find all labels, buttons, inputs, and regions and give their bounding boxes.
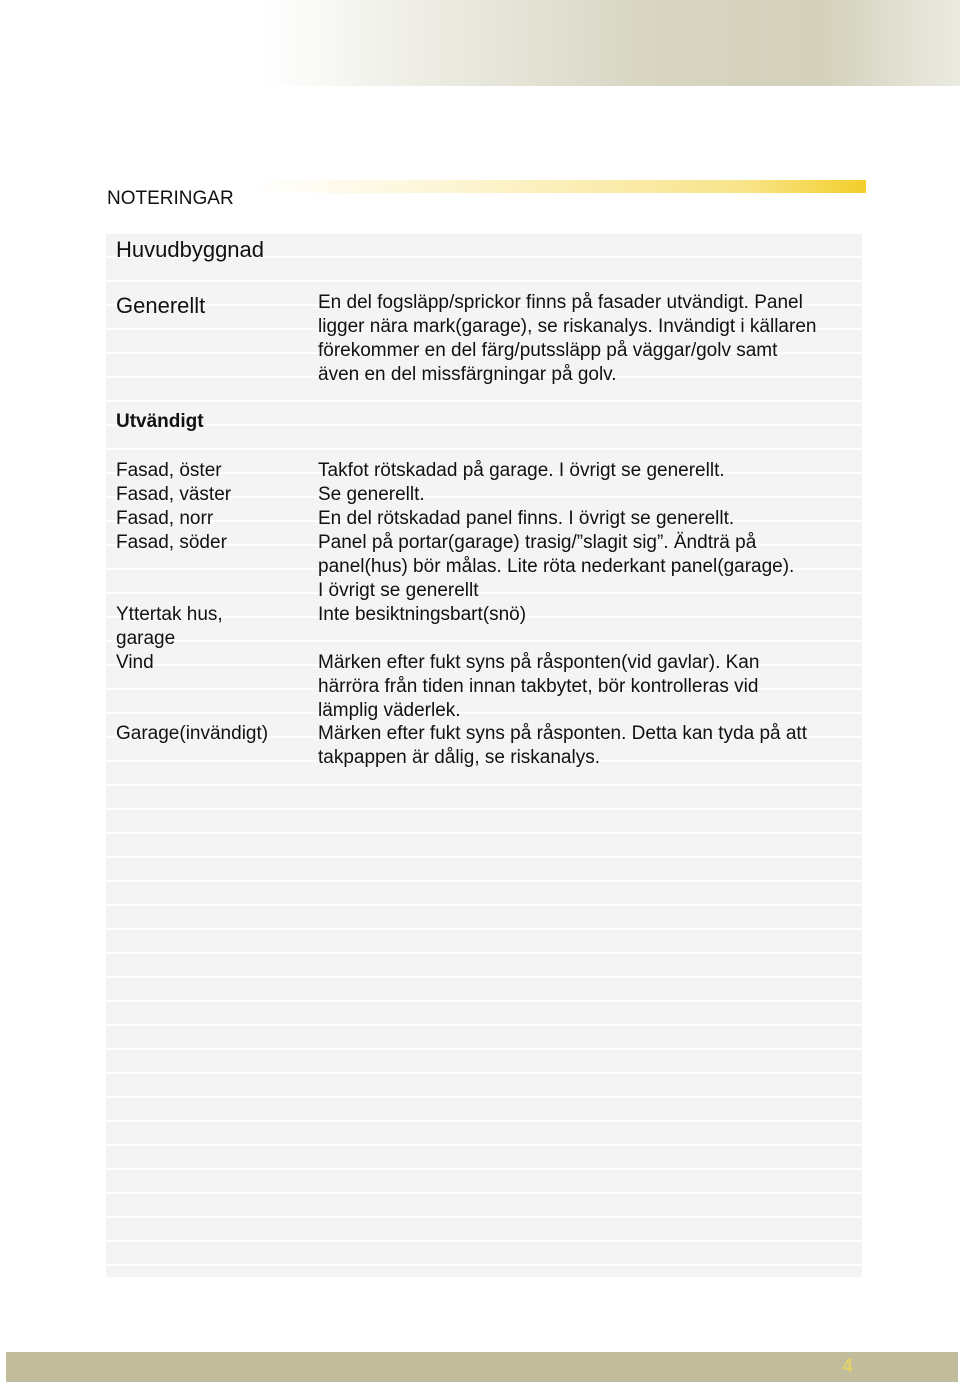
text-fasad-vaster: Se generellt. <box>318 484 425 505</box>
general-label: Generellt <box>116 293 206 318</box>
text-vind-1: Märken efter fukt syns på råsponten(vid gavlar). Kan <box>318 652 760 673</box>
text-yttertak: Inte besiktningsbart(snö) <box>318 604 527 625</box>
general-line-1: En del fogsläpp/sprickor finns på fasader utvändigt. Panel <box>318 292 803 313</box>
label-fasad-norr: Fasad, norr <box>116 508 214 529</box>
text-fasad-soder-2: panel(hus) bör målas. Lite röta nederkant panel(garage). <box>318 556 795 577</box>
general-line-2: ligger nära mark(garage), se riskanalys. Invändigt i källaren <box>318 316 817 337</box>
notes-title: NOTERINGAR <box>107 188 234 209</box>
label-yttertak-1: Yttertak hus, <box>116 604 223 625</box>
text-fasad-soder-3: I övrigt se generellt <box>318 580 479 601</box>
label-fasad-soder: Fasad, söder <box>116 532 227 553</box>
exterior-heading: Utvändigt <box>116 411 204 432</box>
text-fasad-oster: Takfot rötskadad på garage. I övrigt se generellt. <box>318 460 725 481</box>
text-vind-2: härröra från tiden innan takbytet, bör kontrolleras vid <box>318 676 759 697</box>
label-yttertak-2: garage <box>116 628 176 649</box>
text-vind-3: lämplig väderlek. <box>318 700 461 721</box>
general-line-3: förekommer en del färg/putssläpp på väggar/golv samt <box>318 340 778 361</box>
label-fasad-oster: Fasad, öster <box>116 460 222 481</box>
label-vind: Vind <box>116 652 154 673</box>
text-garage-2: takpappen är dålig, se riskanalys. <box>318 747 600 768</box>
text-fasad-soder-1: Panel på portar(garage) trasig/”slagit sig”. Ändträ på <box>318 532 757 553</box>
section-title: Huvudbyggnad <box>116 237 265 262</box>
general-line-4: även en del missfärgningar på golv. <box>318 364 617 385</box>
footer-bar <box>6 1352 958 1382</box>
label-garage: Garage(invändigt) <box>116 723 269 744</box>
label-fasad-vaster: Fasad, väster <box>116 484 232 505</box>
text-garage-1: Märken efter fukt syns på råsponten. Detta kan tyda på att <box>318 723 807 744</box>
text-fasad-norr: En del rötskadad panel finns. I övrigt se generellt. <box>318 508 735 529</box>
page-number: 4 <box>842 1356 853 1377</box>
